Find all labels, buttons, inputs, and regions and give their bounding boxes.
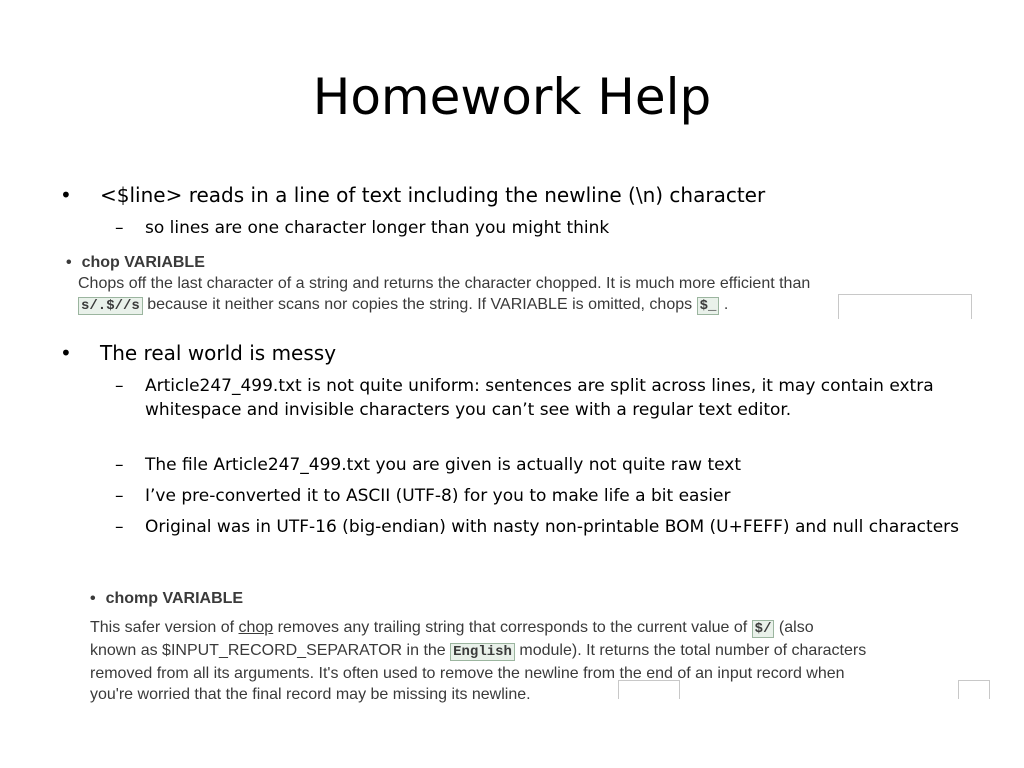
chomp-code-separator: $/ <box>752 620 775 638</box>
chomp-description <box>90 609 990 705</box>
chop-heading-text: chop VARIABLE <box>81 254 205 271</box>
chomp-heading-text: chomp VARIABLE <box>105 590 244 607</box>
chomp-doc-excerpt <box>90 588 990 705</box>
chomp-line-3: removed from all its arguments. It's often used to remove the newline from the end of an input record when <box>90 665 845 682</box>
chop-heading <box>66 252 976 273</box>
doc-bullet-dot: • <box>90 590 96 607</box>
chop-line-2-end: . <box>719 296 729 313</box>
slide-title: Homework Help <box>312 68 712 126</box>
chomp-line-1 <box>90 617 990 640</box>
sub-bullet-not-uniform <box>115 374 975 422</box>
chop-link[interactable]: chop <box>238 619 274 636</box>
bullet-line-reading <box>60 182 980 208</box>
sub-bullet-text: The file Article247_499.txt you are given is actually not quite raw text <box>145 455 742 475</box>
bullet-text: The real world is messy <box>100 341 337 365</box>
chomp-line-2-end: module). It returns the total number of characters <box>514 642 867 659</box>
sub-marker: – <box>115 218 124 238</box>
chomp-line-2-text: known as $INPUT_RECORD_SEPARATOR in the <box>90 642 451 659</box>
sub-bullet-line-length <box>115 216 985 240</box>
bullet-marker: • <box>60 183 72 207</box>
chomp-line-2 <box>90 640 990 663</box>
sub-bullet-text: so lines are one character longer than you might think <box>145 218 610 238</box>
sub-bullet-utf16 <box>115 515 975 539</box>
sub-marker: – <box>115 376 124 396</box>
chop-line-2-text: because it neither scans nor copies the string. If VARIABLE is omitted, chops <box>142 296 697 313</box>
bullet-text: <$line> reads in a line of text including the newline (\n) character <box>100 183 766 207</box>
sub-bullet-text: Article247_499.txt is not quite uniform: sentences are split across lines, it may contain extra whitespace and invisible characters you can’t see with a regular text editor. <box>145 376 934 420</box>
chop-line-1: Chops off the last character of a string and returns the character chopped. It is much more efficient than <box>78 275 811 292</box>
chomp-line-4: you're worried that the final record may be missing its newline. <box>90 686 531 703</box>
sub-bullet-text: I’ve pre-converted it to ASCII (UTF-8) for you to make life a bit easier <box>145 486 731 506</box>
chop-code-default-var: $_ <box>697 297 720 315</box>
chomp-heading <box>90 588 990 609</box>
chop-excerpt-border <box>838 294 972 319</box>
sub-bullet-not-raw <box>115 453 975 477</box>
sub-marker: – <box>115 486 124 506</box>
sub-marker: – <box>115 455 124 475</box>
sub-bullet-preconverted <box>115 484 975 508</box>
sub-bullet-text: Original was in UTF-16 (big-endian) with nasty non-printable BOM (U+FEFF) and null characters <box>145 517 959 537</box>
chomp-code-english: English <box>450 643 515 661</box>
chomp-line-1-text-b: removes any trailing string that corresponds to the current value of <box>273 619 752 636</box>
chomp-line-1-text: This safer version of <box>90 619 239 636</box>
chop-code-regex: s/.$//s <box>78 297 143 315</box>
doc-bullet-dot: • <box>66 254 72 271</box>
chomp-line-1-end: (also <box>774 619 814 636</box>
chomp-excerpt-border-left <box>618 680 680 699</box>
chomp-excerpt-border-right <box>958 680 990 699</box>
sub-marker: – <box>115 517 124 537</box>
bullet-marker: • <box>60 341 72 365</box>
bullet-real-world <box>60 340 980 366</box>
